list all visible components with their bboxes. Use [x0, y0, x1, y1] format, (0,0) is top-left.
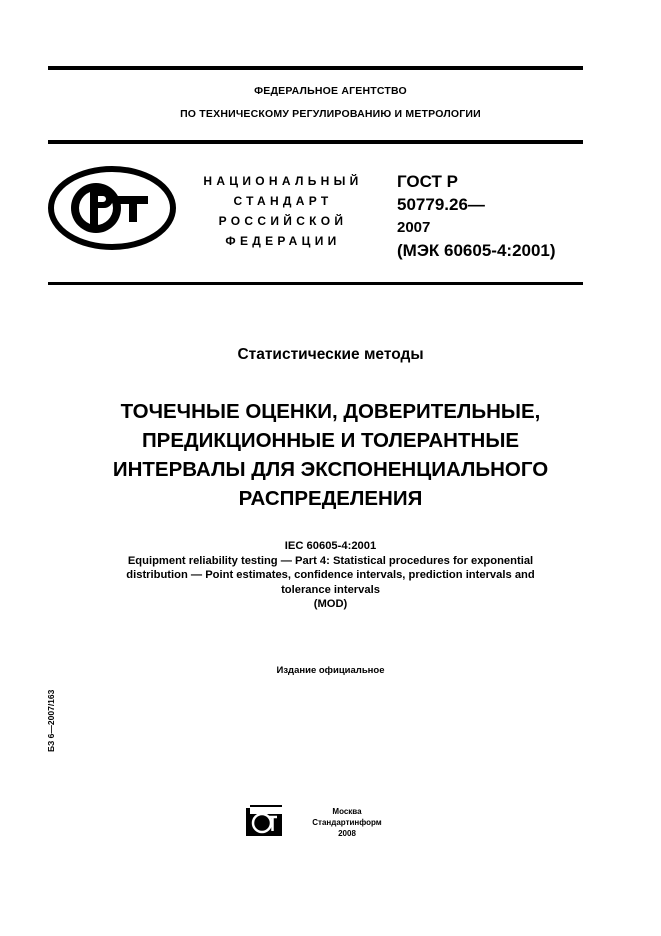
publisher-city: Москва: [332, 807, 362, 816]
iec-line-2: distribution — Point estimates, confidence intervals, prediction intervals and: [126, 569, 535, 581]
agency-line-1: ФЕДЕРАЛЬНОЕ АГЕНТСТВО: [254, 85, 407, 97]
title-line-4: РАСПРЕДЕЛЕНИЯ: [238, 487, 423, 510]
publisher-info: [292, 806, 402, 839]
header-rule: [48, 140, 583, 144]
iec-line-3: tolerance intervals: [281, 583, 380, 596]
top-rule: [48, 66, 583, 70]
publisher-name: Стандартинформ: [312, 818, 382, 827]
iec-mod: (MOD): [313, 598, 348, 610]
iec-line-1: Equipment reliability testing — Part 4: Statistical procedures for exponential: [127, 554, 534, 567]
gost-number: [397, 170, 556, 262]
gost-line-4: (МЭК 60605-4:2001): [397, 241, 556, 260]
title-line-1: ТОЧЕЧНЫЕ ОЦЕНКИ, ДОВЕРИТЕЛЬНЫЕ,: [120, 400, 541, 423]
gost-line-3: 2007: [397, 219, 431, 236]
side-code: БЗ 6—2007/163: [46, 689, 56, 752]
rst-logo-icon: [48, 166, 176, 250]
standartinform-logo-icon: [246, 804, 286, 838]
edition-label: Издание официальное: [276, 665, 385, 676]
agency-line-2: ПО ТЕХНИЧЕСКОМУ РЕГУЛИРОВАНИЮ И МЕТРОЛОГИИ: [180, 108, 481, 120]
gost-line-1: ГОСТ Р: [397, 172, 458, 191]
title-line-2: ПРЕДИКЦИОННЫЕ И ТОЛЕРАНТНЫЕ: [141, 429, 520, 452]
gost-line-2: 50779.26—: [397, 195, 485, 214]
publisher-year: 2008: [338, 829, 356, 838]
national-standard-line-2: СТАНДАРТ: [233, 194, 333, 208]
iec-code: IEC 60605-4:2001: [284, 540, 377, 552]
national-standard-line-3: РОССИЙСКОЙ: [218, 214, 348, 228]
iec-reference: [40, 539, 621, 612]
national-standard-line-1: НАЦИОНАЛЬНЫЙ: [203, 174, 363, 188]
document-subject: Статистические методы: [237, 346, 424, 363]
document-title: [40, 397, 621, 513]
title-line-3: ИНТЕРВАЛЫ ДЛЯ ЭКСПОНЕНЦИАЛЬНОГО: [112, 458, 549, 481]
standard-rule: [48, 282, 583, 285]
national-standard-line-4: ФЕДЕРАЦИИ: [225, 234, 341, 248]
